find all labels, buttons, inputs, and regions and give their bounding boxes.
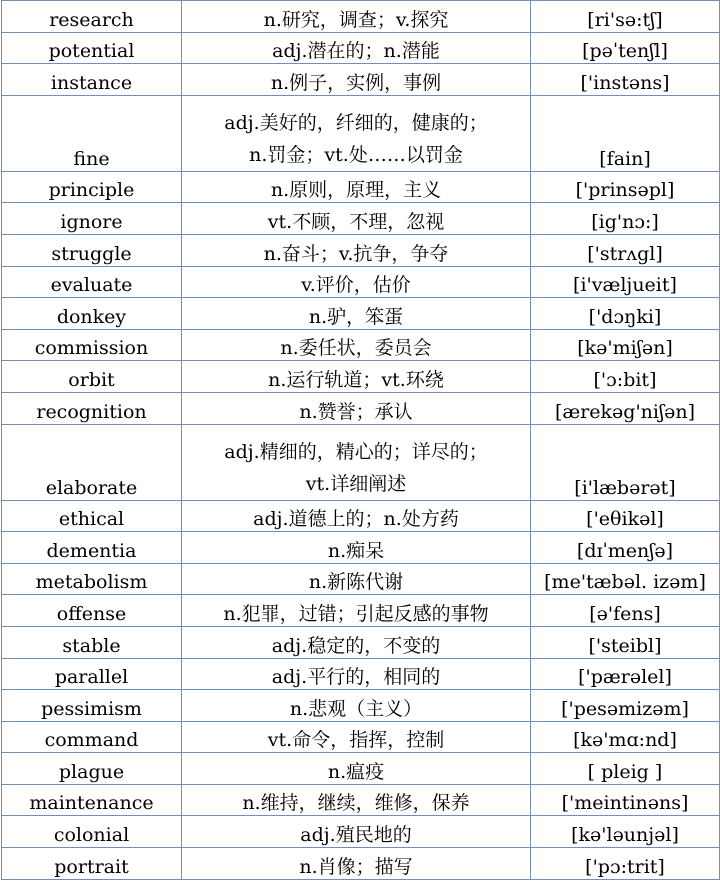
table-row — [2, 658, 720, 690]
phonetic-cell: [kə'miʃən] — [531, 329, 720, 361]
word-cell: portrait — [2, 848, 182, 880]
meaning-cell — [182, 171, 531, 203]
meaning-cell — [182, 500, 531, 532]
meaning-cell — [182, 32, 531, 64]
meaning-line: n.原则，原理，主义 — [270, 179, 442, 202]
word-cell: stable — [2, 626, 182, 658]
phonetic-cell: ['pesəmizəm] — [531, 690, 720, 722]
meaning-cell — [182, 392, 531, 424]
word-cell: ethical — [2, 500, 182, 532]
meaning-line: n.罚金；vt.处……以罚金 — [249, 143, 463, 166]
meaning-cell — [182, 424, 531, 500]
table-row — [2, 1, 720, 33]
table-row — [2, 784, 720, 816]
phonetic-cell: ['pɔ:trit] — [531, 848, 720, 880]
meaning-line: n.驴，笨蛋 — [308, 305, 404, 328]
meaning-cell — [182, 95, 531, 171]
phonetic-cell: [i'væljueit] — [531, 266, 720, 298]
meaning-cell — [182, 690, 531, 722]
word-cell: elaborate — [2, 424, 182, 500]
table-row — [2, 171, 720, 203]
phonetic-cell: ['meintinəns] — [531, 784, 720, 816]
phonetic-cell: ['strʌgl] — [531, 234, 720, 266]
meaning-line: n.维持，继续，维修，保养 — [242, 792, 470, 815]
meaning-cell — [182, 329, 531, 361]
meaning-cell — [182, 563, 531, 595]
word-cell: dementia — [2, 532, 182, 564]
vocabulary-table-body — [2, 1, 720, 880]
table-row — [2, 361, 720, 393]
word-cell: parallel — [2, 658, 182, 690]
meaning-line: n.悲观（主义） — [289, 697, 423, 720]
meaning-cell — [182, 816, 531, 848]
phonetic-cell: [i'læbərət] — [531, 424, 720, 500]
table-row — [2, 203, 720, 235]
table-row — [2, 234, 720, 266]
phonetic-cell: ['pærəlel] — [531, 658, 720, 690]
phonetic-cell: [ pleig ] — [531, 753, 720, 785]
table-row — [2, 64, 720, 96]
meaning-cell — [182, 658, 531, 690]
meaning-line: n.肖像；描写 — [299, 855, 413, 878]
meaning-cell — [182, 848, 531, 880]
word-cell: evaluate — [2, 266, 182, 298]
word-cell: recognition — [2, 392, 182, 424]
phonetic-cell: [ig'nɔ:] — [531, 203, 720, 235]
word-cell: orbit — [2, 361, 182, 393]
meaning-line: n.委任状，委员会 — [280, 337, 432, 360]
table-row — [2, 690, 720, 722]
meaning-line: n.例子，实例，事例 — [270, 71, 442, 94]
meaning-line: adj.潜在的；n.潜能 — [272, 40, 440, 63]
meaning-line: n.新陈代谢 — [308, 571, 404, 594]
table-row — [2, 595, 720, 627]
table-row — [2, 563, 720, 595]
phonetic-cell: ['prinsəpl] — [531, 171, 720, 203]
phonetic-cell: ['eθikəl] — [531, 500, 720, 532]
phonetic-cell: [pəˈtenʃl] — [531, 32, 720, 64]
table-row — [2, 266, 720, 298]
meaning-line: n.瘟疫 — [327, 760, 385, 783]
phonetic-cell: [dɪˈmenʃə] — [531, 532, 720, 564]
phonetic-cell: ['steibl] — [531, 626, 720, 658]
meaning-line: n.研究，调查；v.探究 — [263, 8, 449, 31]
meaning-line: vt.详细阐述 — [305, 472, 407, 495]
table-row — [2, 721, 720, 753]
word-cell: pessimism — [2, 690, 182, 722]
meaning-cell — [182, 298, 531, 330]
word-cell: command — [2, 721, 182, 753]
table-row — [2, 753, 720, 785]
phonetic-cell: [ə'fens] — [531, 595, 720, 627]
meaning-cell — [182, 266, 531, 298]
meaning-cell — [182, 532, 531, 564]
meaning-cell — [182, 203, 531, 235]
word-cell: struggle — [2, 234, 182, 266]
table-row — [2, 626, 720, 658]
table-row — [2, 500, 720, 532]
meaning-cell — [182, 626, 531, 658]
phonetic-cell: ['dɔŋki] — [531, 298, 720, 330]
word-cell: offense — [2, 595, 182, 627]
meaning-line: vt.命令，指挥，控制 — [267, 729, 445, 752]
phonetic-cell: [me'tæbəl. izəm] — [531, 563, 720, 595]
meaning-line: adj.精细的，精心的；详尽的； — [224, 440, 488, 463]
meaning-cell — [182, 721, 531, 753]
meaning-cell — [182, 361, 531, 393]
word-cell: maintenance — [2, 784, 182, 816]
table-row — [2, 95, 720, 171]
table-row — [2, 298, 720, 330]
meaning-cell — [182, 1, 531, 33]
table-row — [2, 816, 720, 848]
phonetic-cell: ['ɔ:bit] — [531, 361, 720, 393]
meaning-line: v.评价，估价 — [301, 274, 411, 297]
meaning-line: n.奋斗；v.抗争，争夺 — [263, 242, 449, 265]
word-cell: plague — [2, 753, 182, 785]
phonetic-cell: [kə'mɑ:nd] — [531, 721, 720, 753]
word-cell: donkey — [2, 298, 182, 330]
table-row — [2, 32, 720, 64]
meaning-line: adj.平行的，相同的 — [271, 666, 441, 689]
meaning-cell — [182, 784, 531, 816]
phonetic-cell: [ærekəg'niʃən] — [531, 392, 720, 424]
meaning-line: adj.稳定的，不变的 — [271, 634, 441, 657]
word-cell: ignore — [2, 203, 182, 235]
word-cell: commission — [2, 329, 182, 361]
word-cell: fine — [2, 95, 182, 171]
phonetic-cell: [fain] — [531, 95, 720, 171]
word-cell: research — [2, 1, 182, 33]
meaning-line: adj.殖民地的 — [300, 824, 412, 847]
meaning-line: n.运行轨道；vt.环绕 — [268, 368, 444, 391]
meaning-line: adj.美好的，纤细的，健康的； — [224, 111, 488, 134]
word-cell: instance — [2, 64, 182, 96]
meaning-line: vt.不顾，不理，忽视 — [267, 210, 445, 233]
table-row — [2, 392, 720, 424]
meaning-cell — [182, 64, 531, 96]
meaning-line: n.痴呆 — [327, 539, 385, 562]
word-cell: principle — [2, 171, 182, 203]
vocabulary-table — [1, 0, 720, 880]
phonetic-cell: ['instəns] — [531, 64, 720, 96]
meaning-cell — [182, 234, 531, 266]
meaning-cell — [182, 753, 531, 785]
table-row — [2, 532, 720, 564]
word-cell: potential — [2, 32, 182, 64]
table-row — [2, 424, 720, 500]
meaning-line: n.犯罪，过错；引起反感的事物 — [223, 602, 489, 625]
meaning-cell — [182, 595, 531, 627]
table-row — [2, 329, 720, 361]
meaning-line: adj.道德上的；n.处方药 — [253, 508, 459, 531]
word-cell: colonial — [2, 816, 182, 848]
word-cell: metabolism — [2, 563, 182, 595]
table-row — [2, 848, 720, 880]
meaning-line: n.赞誉；承认 — [299, 400, 413, 423]
phonetic-cell: [kə'ləunjəl] — [531, 816, 720, 848]
phonetic-cell: [ri'sə:tʃ] — [531, 1, 720, 33]
